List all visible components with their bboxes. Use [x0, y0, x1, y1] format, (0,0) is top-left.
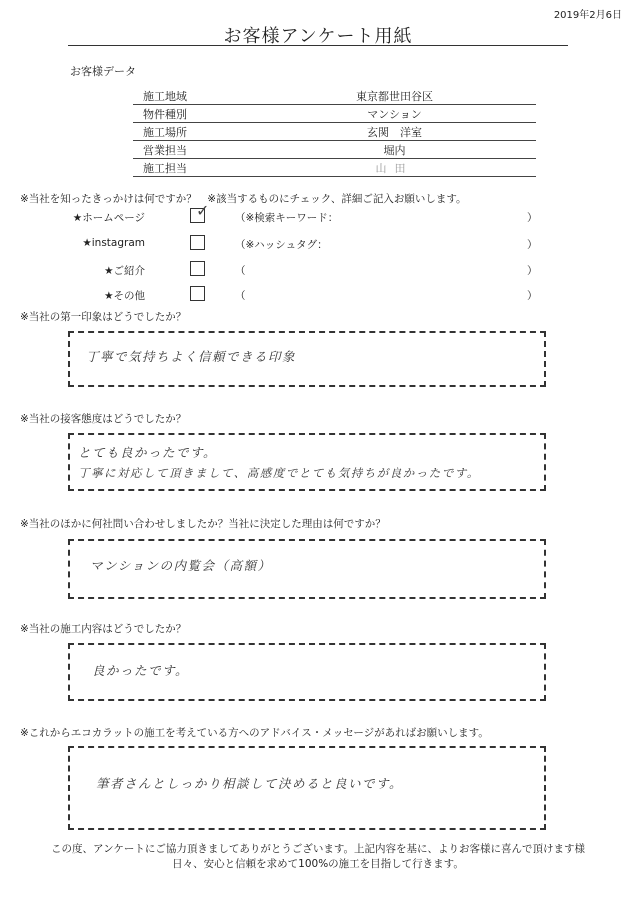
field-label: 施工場所: [133, 123, 253, 141]
option-other-label: ★その他: [104, 290, 145, 302]
answer-box-first-impression[interactable]: [68, 331, 546, 387]
answer-box-other-companies[interactable]: [68, 539, 546, 599]
customer-row-sales-rep: [133, 141, 536, 159]
option-referral-detail: （: [235, 265, 246, 277]
title-underline: [68, 45, 568, 46]
customer-row-property-type: [133, 105, 536, 123]
field-value: 堀内: [253, 141, 536, 159]
check-icon: ✓: [196, 201, 210, 220]
question-service-attitude: ※当社の接客態度はどうでしたか？: [20, 413, 187, 425]
customer-row-installer: [133, 159, 536, 177]
option-other-detail: （: [235, 290, 246, 302]
option-referral-checkbox[interactable]: [190, 261, 205, 276]
closing-paren: ）: [527, 239, 538, 251]
customer-row-location: [133, 123, 536, 141]
customer-data-table: [133, 87, 536, 177]
field-label: 営業担当: [133, 141, 253, 159]
question-advice-message: ※これからエコカラットの施工を考えている方へのアドバイス・メッセージがあればお願いします。: [20, 727, 489, 739]
handwritten-answer: 丁寧で気持ちよく信頼できる印象: [86, 349, 297, 364]
handwritten-answer: 筆者さんとしっかり相談して決めると良いです。: [96, 776, 404, 791]
installer-stamp: 山田: [253, 159, 536, 177]
field-label: 施工担当: [133, 159, 253, 177]
customer-data-heading: お客様データ: [70, 65, 136, 78]
closing-paren: ）: [527, 212, 538, 224]
option-other-checkbox[interactable]: [190, 286, 205, 301]
answer-box-installation-quality[interactable]: [68, 643, 546, 701]
handwritten-answer: マンションの内覧会（高額）: [90, 558, 272, 573]
customer-row-area: [133, 87, 536, 105]
answer-box-advice-message[interactable]: [68, 746, 546, 830]
option-referral-label: ★ご紹介: [104, 265, 145, 277]
handwritten-answer: とても良かったです。: [78, 445, 218, 460]
page-title: お客様アンケート用紙: [223, 26, 413, 47]
footer-line: この度、アンケートにご協力頂きましてありがとうございます。上記内容を基に、よりお客様に喜んで頂けます様: [50, 843, 586, 855]
field-label: 施工地域: [133, 87, 253, 105]
question-first-impression: ※当社の第一印象はどうでしたか？: [20, 311, 187, 323]
option-homepage-label: ★ホームページ: [72, 212, 145, 224]
option-instagram-detail: （※ハッシュタグ：: [235, 239, 328, 251]
option-instagram-label: ★instagram: [82, 237, 145, 249]
closing-paren: ）: [527, 290, 538, 302]
footer-message: [0, 842, 636, 872]
field-value: マンション: [253, 105, 536, 123]
handwritten-answer: 丁寧に対応して頂きまして、高感度でとても気持ちが良かったです。: [78, 466, 480, 480]
field-label: 物件種別: [133, 105, 253, 123]
question-how-found: ※当社を知ったきっかけは何ですか？ ※該当するものにチェック、詳細ご記入お願いします。: [20, 193, 467, 205]
field-value: 東京都世田谷区: [253, 87, 536, 105]
closing-paren: ）: [527, 265, 538, 277]
option-instagram-checkbox[interactable]: [190, 235, 205, 250]
survey-date: 2019年2月6日: [553, 10, 622, 21]
handwritten-answer: 良かったです。: [92, 663, 190, 678]
option-homepage-detail: （※検索キーワード：: [235, 212, 339, 224]
question-installation-quality: ※当社の施工内容はどうでしたか？: [20, 623, 187, 635]
field-value: 玄関 洋室: [253, 123, 536, 141]
question-other-companies: ※当社のほかに何社問い合わせしましたか？当社に決定した理由は何ですか？: [20, 518, 386, 530]
footer-line: 日々、安心と信頼を求めて100%の施工を目指して行きます。: [172, 858, 464, 870]
answer-box-service-attitude[interactable]: [68, 433, 546, 491]
